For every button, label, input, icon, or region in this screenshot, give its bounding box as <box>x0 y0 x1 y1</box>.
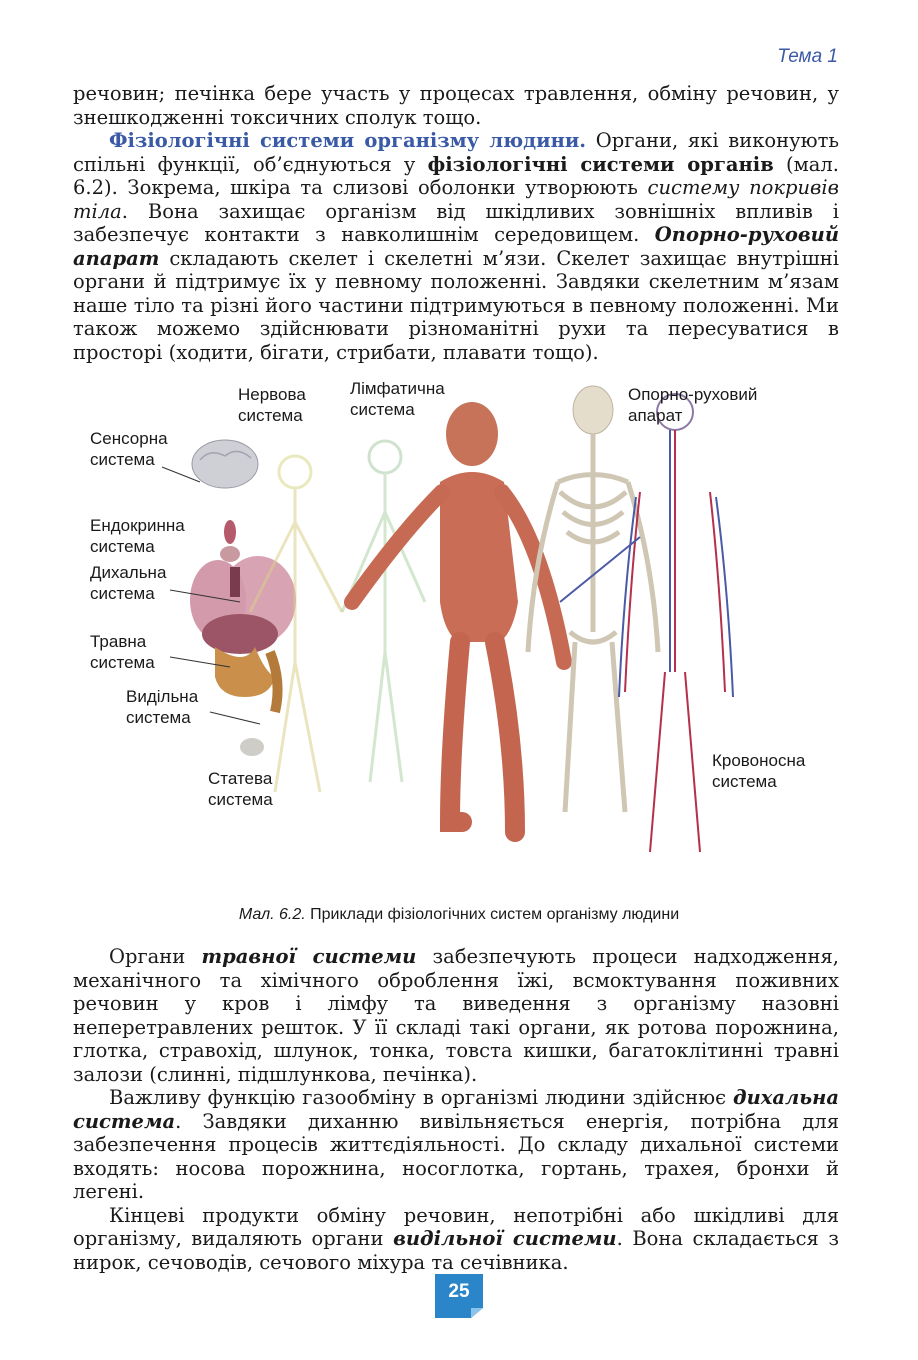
organs-group <box>190 440 296 756</box>
label-line: система <box>90 537 155 556</box>
label-line: Статева <box>208 769 273 788</box>
label-line: система <box>90 653 155 672</box>
label-lymphatic-system <box>350 378 445 420</box>
label-line: Опорно-руховий <box>628 385 758 404</box>
caption-text: Приклади фізіологічних систем організму людини <box>305 906 680 923</box>
caption-prefix: Мал. 6.2. <box>238 906 306 923</box>
label-line: апарат <box>628 406 683 425</box>
figure-caption <box>0 906 918 924</box>
section-heading: Фізіологічні системи організму людини. <box>109 129 587 152</box>
label-respiratory-system <box>90 562 166 604</box>
text-run: Органи, які виконують спільні функції, об’єднуються у <box>73 129 839 176</box>
anatomy-illustration <box>80 372 840 902</box>
label-musculoskeletal-system <box>628 384 757 426</box>
term-bold-italic: Опорно-руховий апарат <box>73 223 839 270</box>
label-line: система <box>712 772 777 791</box>
page-number-badge <box>433 1272 485 1320</box>
term-italic: систему покривів тіла <box>73 176 839 223</box>
paragraph-continuation: речовин; печінка бере участь у процесах травлення, обміну речовин, у знешкодженні токсичних сполук тощо. <box>73 82 839 129</box>
term-bold-italic: дихальна система <box>73 1086 839 1133</box>
paragraph-respiratory <box>73 1086 839 1204</box>
paragraph-systems <box>73 129 839 364</box>
paragraph-excretory <box>73 1204 839 1275</box>
label-line: Лімфатична <box>350 379 445 398</box>
label-line: система <box>126 708 191 727</box>
text-run: . Вона захищає організм від шкідливих зовнішніх впливів і забезпечує контакти з навколишнім середовищем. <box>73 199 839 246</box>
page-number: 25 <box>448 1281 470 1302</box>
label-endocrine-system <box>90 515 185 557</box>
label-line: система <box>208 790 273 809</box>
label-line: Видільна <box>126 687 199 706</box>
label-sensory-system <box>90 428 168 470</box>
top-text-block <box>73 82 839 364</box>
label-line: система <box>90 450 155 469</box>
lymphatic-figure <box>342 441 425 782</box>
label-reproductive-system <box>208 768 273 810</box>
label-line: система <box>350 400 415 419</box>
text-run: забезпечують процеси надходження, механічного та хімічного оброблення їжі, всмоктування поживних речовин у кров і лімфу та виведення з організму назовні неперетравлених решток. У її складі такі органи, як ротова порожнина, глотка, стравохід, шлунок, тонка, товста кишки, багатоклітинні травні залози (слинні, підшлункова, печінка). <box>73 945 839 1086</box>
text-run: Важливу функцію газообміну в організмі людини здійснює <box>109 1086 734 1109</box>
figure-body-systems <box>80 372 840 902</box>
text-run: Органи <box>109 945 202 968</box>
paragraph-digestive <box>73 945 839 1086</box>
text-run: (мал. 6.2). Зокрема, шкіра та слизові оболонки утворюють <box>73 152 839 199</box>
label-line: Кровоносна <box>712 751 806 770</box>
text-run: складають скелет і скелетні м’язи. Скелет захищає внутрішні органи й підтримує їх у певному положенні. Завдяки скелетним м’язам наше тіло та різні його частини підтримуються в певному положенні. Ми також можемо здійснювати різноманітні рухи та пересуватися в просторі (ходити, бігати, стрибати, плавати тощо). <box>73 246 839 364</box>
term-bold: фізіологічні системи органів <box>427 152 774 176</box>
text-run: . Вона складається з нирок, сечоводів, сечового міхура та сечівника. <box>73 1227 839 1274</box>
label-line: Нервова <box>238 385 306 404</box>
label-nervous-system <box>238 384 306 426</box>
label-line: Сенсорна <box>90 429 168 448</box>
label-line: Травна <box>90 632 147 651</box>
text-run: Кінцеві продукти обміну речовин, непотрібні або шкідливі для організму, видаляють органи <box>73 1203 839 1250</box>
label-excretory-system <box>126 686 198 728</box>
text-run: . Завдяки диханню вивільняється енергія, потрібна для забезпечення процесів життєдіяльності. До складу дихальної системи входять: носова порожнина, носоглотка, гортань, трахея, бронхи й легені. <box>73 1109 839 1203</box>
label-line: Ендокринна <box>90 516 185 535</box>
label-line: Дихальна <box>90 563 167 582</box>
bottom-text-block <box>73 945 839 1274</box>
label-line: система <box>238 406 303 425</box>
circulatory-figure <box>560 394 733 852</box>
topic-header: Тема 1 <box>777 46 838 67</box>
label-line: система <box>90 584 155 603</box>
label-circulatory-system <box>712 750 805 792</box>
label-digestive-system <box>90 631 155 673</box>
term-bold-italic: видільної системи <box>393 1227 617 1250</box>
term-bold-italic: травної системи <box>201 945 417 968</box>
